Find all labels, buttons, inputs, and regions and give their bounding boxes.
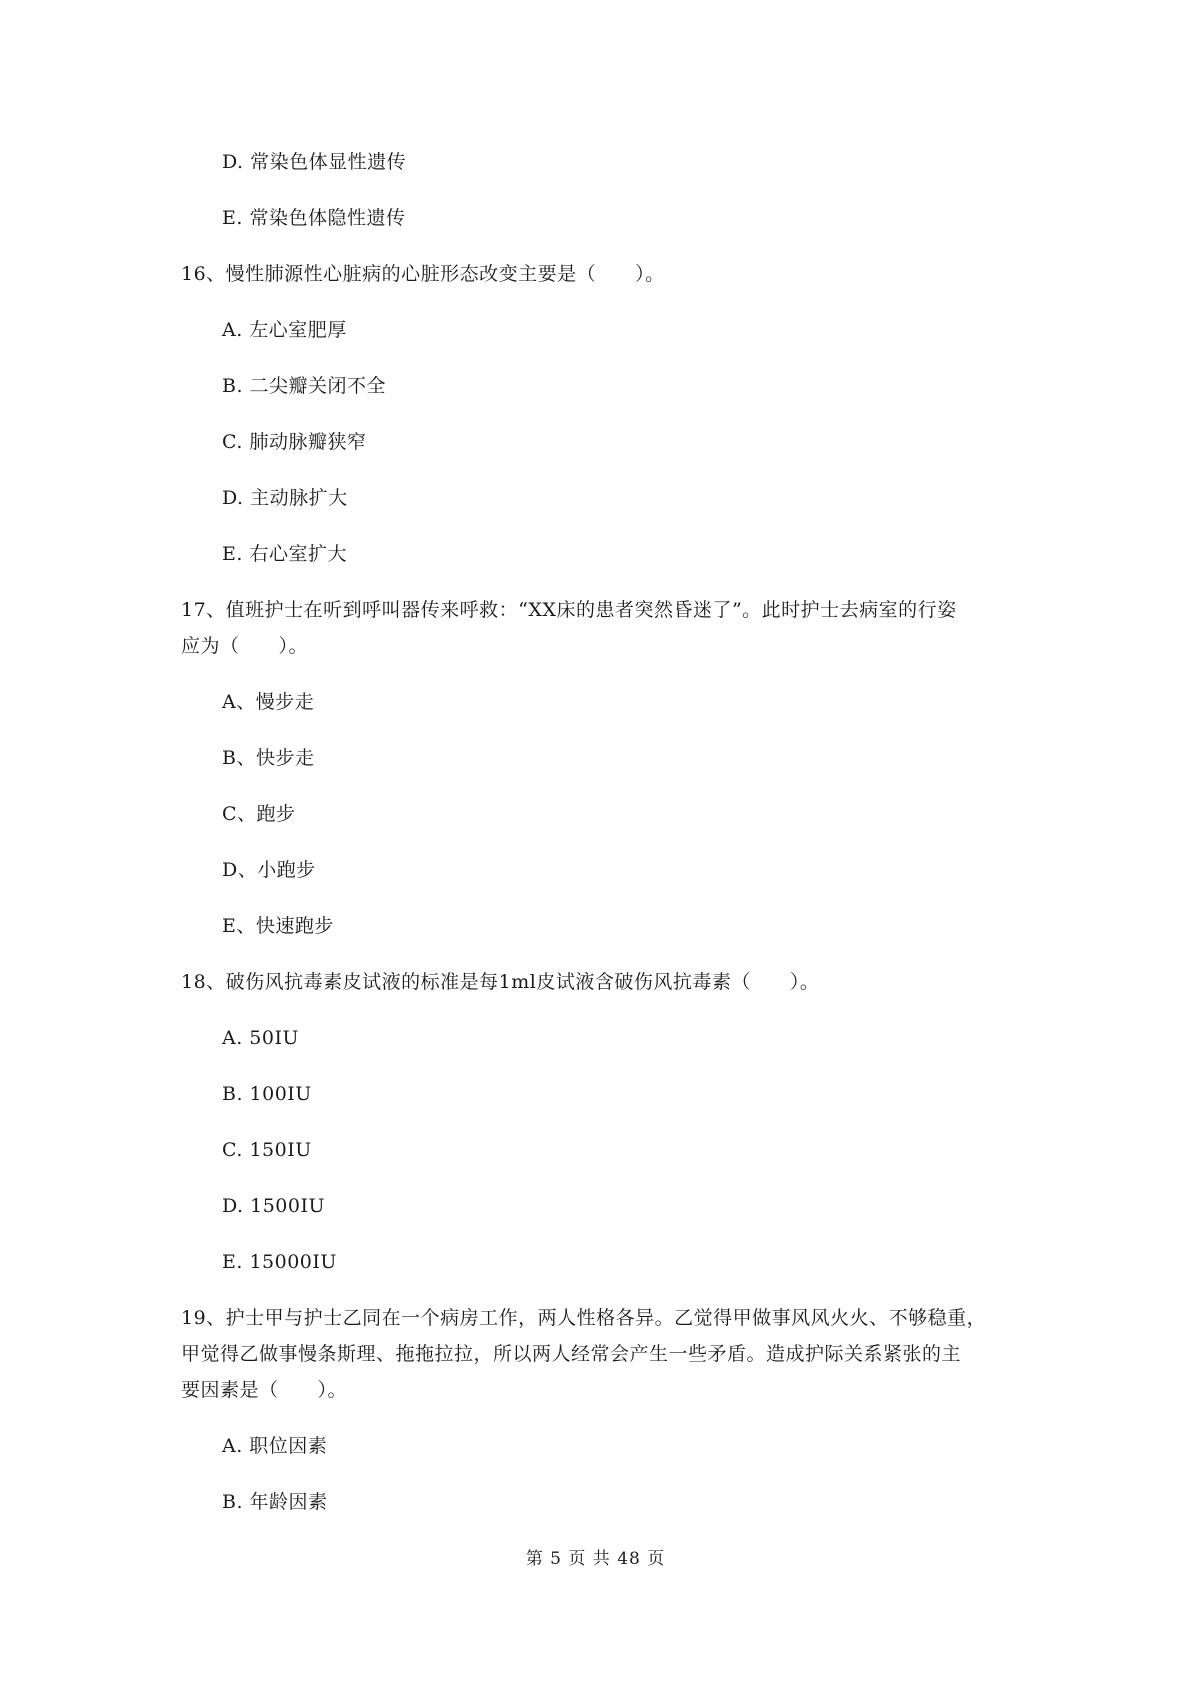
- q17-stem-line2: 应为（ ）。: [181, 635, 309, 657]
- q17-stem-line1: 17、值班护士在听到呼叫器传来呼救：“XX床的患者突然昏迷了”。此时护士去病室的行姿: [181, 599, 957, 621]
- q18-option-b: B. 100IU: [222, 1083, 312, 1105]
- q17-option-d: D、小跑步: [222, 859, 316, 881]
- q15-option-d: D. 常染色体显性遗传: [222, 151, 407, 173]
- q19-stem-line3: 要因素是（ ）。: [181, 1379, 348, 1401]
- q18-stem: 18、破伤风抗毒素皮试液的标准是每1ml皮试液含破伤风抗毒素（ ）。: [181, 971, 820, 993]
- q15-option-e: E. 常染色体隐性遗传: [222, 207, 406, 229]
- q18-option-d: D. 1500IU: [222, 1195, 326, 1217]
- q19-stem-line2: 甲觉得乙做事慢条斯理、拖拖拉拉，所以两人经常会产生一些矛盾。造成护际关系紧张的主: [181, 1343, 962, 1365]
- q18-option-a: A. 50IU: [222, 1027, 299, 1049]
- q19-option-a: A. 职位因素: [222, 1435, 328, 1457]
- q19-stem-line1: 19、护士甲与护士乙同在一个病房工作，两人性格各异。乙觉得甲做事风风火火、不够稳重，: [181, 1307, 987, 1329]
- page-number-footer: 第 5 页 共 48 页: [525, 1549, 666, 1569]
- q17-option-b: B、快步走: [222, 747, 315, 769]
- q16-option-c: C. 肺动脉瓣狭窄: [222, 431, 367, 453]
- q17-option-e: E、快速跑步: [222, 915, 334, 937]
- q16-option-a: A. 左心室肥厚: [222, 319, 347, 341]
- q18-option-c: C. 150IU: [222, 1139, 312, 1161]
- q16-option-d: D. 主动脉扩大: [222, 487, 348, 509]
- q17-option-a: A、慢步走: [222, 691, 315, 713]
- q16-option-e: E. 右心室扩大: [222, 543, 347, 565]
- q18-option-e: E. 15000IU: [222, 1251, 337, 1273]
- q19-option-b: B. 年龄因素: [222, 1491, 328, 1513]
- q16-option-b: B. 二尖瓣关闭不全: [222, 375, 387, 397]
- q16-stem: 16、慢性肺源性心脏病的心脏形态改变主要是（ ）。: [181, 263, 665, 285]
- q17-option-c: C、跑步: [222, 803, 296, 825]
